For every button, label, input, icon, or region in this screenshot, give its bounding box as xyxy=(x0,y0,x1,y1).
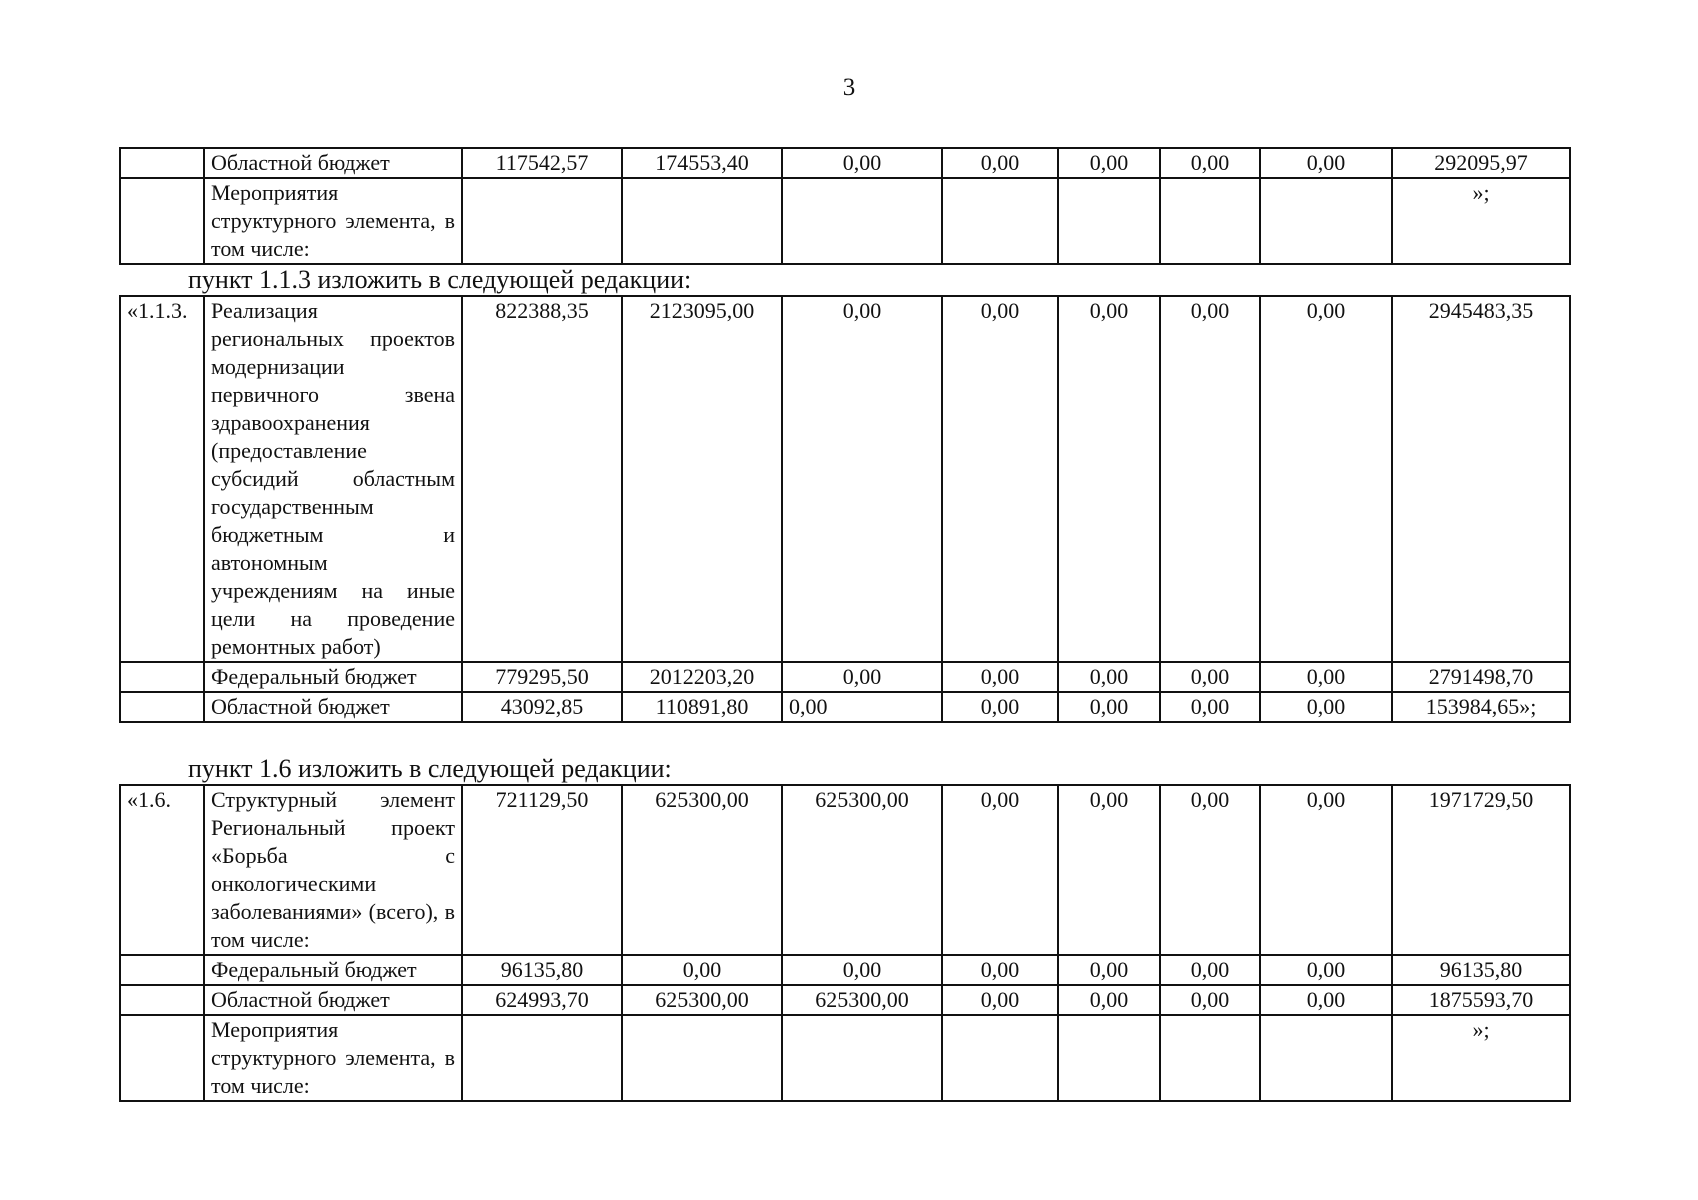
value-cell: 0,00 xyxy=(1058,662,1160,692)
value-cell: 0,00 xyxy=(782,955,942,985)
value-cell: 779295,50 xyxy=(462,662,622,692)
value-cell: 625300,00 xyxy=(782,985,942,1015)
value-cell: 0,00 xyxy=(1160,955,1260,985)
budget-table-continuation xyxy=(119,147,1571,265)
table-row xyxy=(120,148,1570,178)
value-cell: 0,00 xyxy=(1260,296,1392,662)
value-cell xyxy=(1260,1015,1392,1101)
value-cell xyxy=(1160,1015,1260,1101)
value-cell: 0,00 xyxy=(1058,955,1160,985)
row-code xyxy=(120,955,204,985)
value-cell: 624993,70 xyxy=(462,985,622,1015)
table-row xyxy=(120,785,1570,955)
value-cell: 625300,00 xyxy=(622,985,782,1015)
value-cell: 0,00 xyxy=(1058,296,1160,662)
value-cell: 2791498,70 xyxy=(1392,662,1570,692)
value-cell: 2123095,00 xyxy=(622,296,782,662)
value-cell: 0,00 xyxy=(942,985,1058,1015)
value-cell: 0,00 xyxy=(942,148,1058,178)
value-cell: 0,00 xyxy=(1058,785,1160,955)
value-cell: 117542,57 xyxy=(462,148,622,178)
value-cell: 721129,50 xyxy=(462,785,622,955)
row-code xyxy=(120,178,204,264)
value-cell xyxy=(1260,178,1392,264)
value-cell: 0,00 xyxy=(782,148,942,178)
table-row xyxy=(120,662,1570,692)
value-cell: 110891,80 xyxy=(622,692,782,722)
section-heading-1-6: пункт 1.6 изложить в следующей редакции: xyxy=(188,754,672,783)
value-cell: 0,00 xyxy=(622,955,782,985)
value-cell: 0,00 xyxy=(1058,692,1160,722)
value-cell: 0,00 xyxy=(782,692,942,722)
table-row xyxy=(120,296,1570,662)
table-row xyxy=(120,1015,1570,1101)
budget-table-item-1-1-3 xyxy=(119,295,1571,723)
value-cell: »; xyxy=(1392,1015,1570,1101)
value-cell xyxy=(782,1015,942,1101)
row-code xyxy=(120,662,204,692)
value-cell xyxy=(1058,178,1160,264)
value-cell: 0,00 xyxy=(782,296,942,662)
value-cell: 0,00 xyxy=(1160,662,1260,692)
value-cell: 174553,40 xyxy=(622,148,782,178)
value-cell: 2012203,20 xyxy=(622,662,782,692)
value-cell: 0,00 xyxy=(942,662,1058,692)
row-code xyxy=(120,985,204,1015)
section-heading-1-1-3: пункт 1.1.3 изложить в следующей редакции: xyxy=(188,265,692,294)
value-cell xyxy=(462,1015,622,1101)
row-label: Федеральный бюджет xyxy=(204,662,462,692)
value-cell: 0,00 xyxy=(1058,985,1160,1015)
value-cell: 0,00 xyxy=(942,692,1058,722)
value-cell: 0,00 xyxy=(1260,985,1392,1015)
value-cell: 0,00 xyxy=(782,662,942,692)
value-cell: 292095,97 xyxy=(1392,148,1570,178)
value-cell: 153984,65»; xyxy=(1392,692,1570,722)
value-cell: 43092,85 xyxy=(462,692,622,722)
value-cell: 0,00 xyxy=(1160,985,1260,1015)
value-cell: 0,00 xyxy=(1058,148,1160,178)
row-code xyxy=(120,692,204,722)
row-label: Мероприятия структурного элемента, в том числе: xyxy=(204,178,462,264)
row-label: Структурный элемент Региональный проект «Борьба с онкологическими заболеваниями» (всего), в том числе: xyxy=(204,785,462,955)
row-label: Реализация региональных проектов модернизации первичного звена здравоохранения (предоставление субсидий областным государственным бюджетным и автономным учреждениям на иные цели на проведение ремонтных работ) xyxy=(204,296,462,662)
value-cell xyxy=(622,1015,782,1101)
value-cell: 0,00 xyxy=(1160,785,1260,955)
value-cell: 822388,35 xyxy=(462,296,622,662)
value-cell xyxy=(462,178,622,264)
value-cell xyxy=(942,1015,1058,1101)
row-label: Мероприятия структурного элемента, в том числе: xyxy=(204,1015,462,1101)
value-cell: 0,00 xyxy=(942,296,1058,662)
value-cell xyxy=(942,178,1058,264)
value-cell xyxy=(1160,178,1260,264)
value-cell: 0,00 xyxy=(1160,296,1260,662)
value-cell: 0,00 xyxy=(1160,148,1260,178)
value-cell: »; xyxy=(1392,178,1570,264)
value-cell: 1875593,70 xyxy=(1392,985,1570,1015)
value-cell: 96135,80 xyxy=(1392,955,1570,985)
value-cell: 0,00 xyxy=(942,785,1058,955)
page-number: 3 xyxy=(842,74,856,101)
row-label: Областной бюджет xyxy=(204,985,462,1015)
budget-table-item-1-6 xyxy=(119,784,1571,1102)
value-cell xyxy=(622,178,782,264)
value-cell: 0,00 xyxy=(1260,955,1392,985)
value-cell: 0,00 xyxy=(1260,692,1392,722)
value-cell: 0,00 xyxy=(942,955,1058,985)
row-code xyxy=(120,1015,204,1101)
row-label: Областной бюджет xyxy=(204,692,462,722)
row-label: Федеральный бюджет xyxy=(204,955,462,985)
row-code xyxy=(120,148,204,178)
row-code: «1.6. xyxy=(120,785,204,955)
table-row xyxy=(120,955,1570,985)
table-row xyxy=(120,692,1570,722)
value-cell: 0,00 xyxy=(1260,148,1392,178)
table-row xyxy=(120,985,1570,1015)
value-cell: 1971729,50 xyxy=(1392,785,1570,955)
row-label: Областной бюджет xyxy=(204,148,462,178)
value-cell xyxy=(1058,1015,1160,1101)
value-cell: 625300,00 xyxy=(622,785,782,955)
value-cell: 96135,80 xyxy=(462,955,622,985)
value-cell: 2945483,35 xyxy=(1392,296,1570,662)
value-cell: 625300,00 xyxy=(782,785,942,955)
value-cell: 0,00 xyxy=(1260,662,1392,692)
row-code: «1.1.3. xyxy=(120,296,204,662)
table-row xyxy=(120,178,1570,264)
value-cell xyxy=(782,178,942,264)
value-cell: 0,00 xyxy=(1160,692,1260,722)
value-cell: 0,00 xyxy=(1260,785,1392,955)
